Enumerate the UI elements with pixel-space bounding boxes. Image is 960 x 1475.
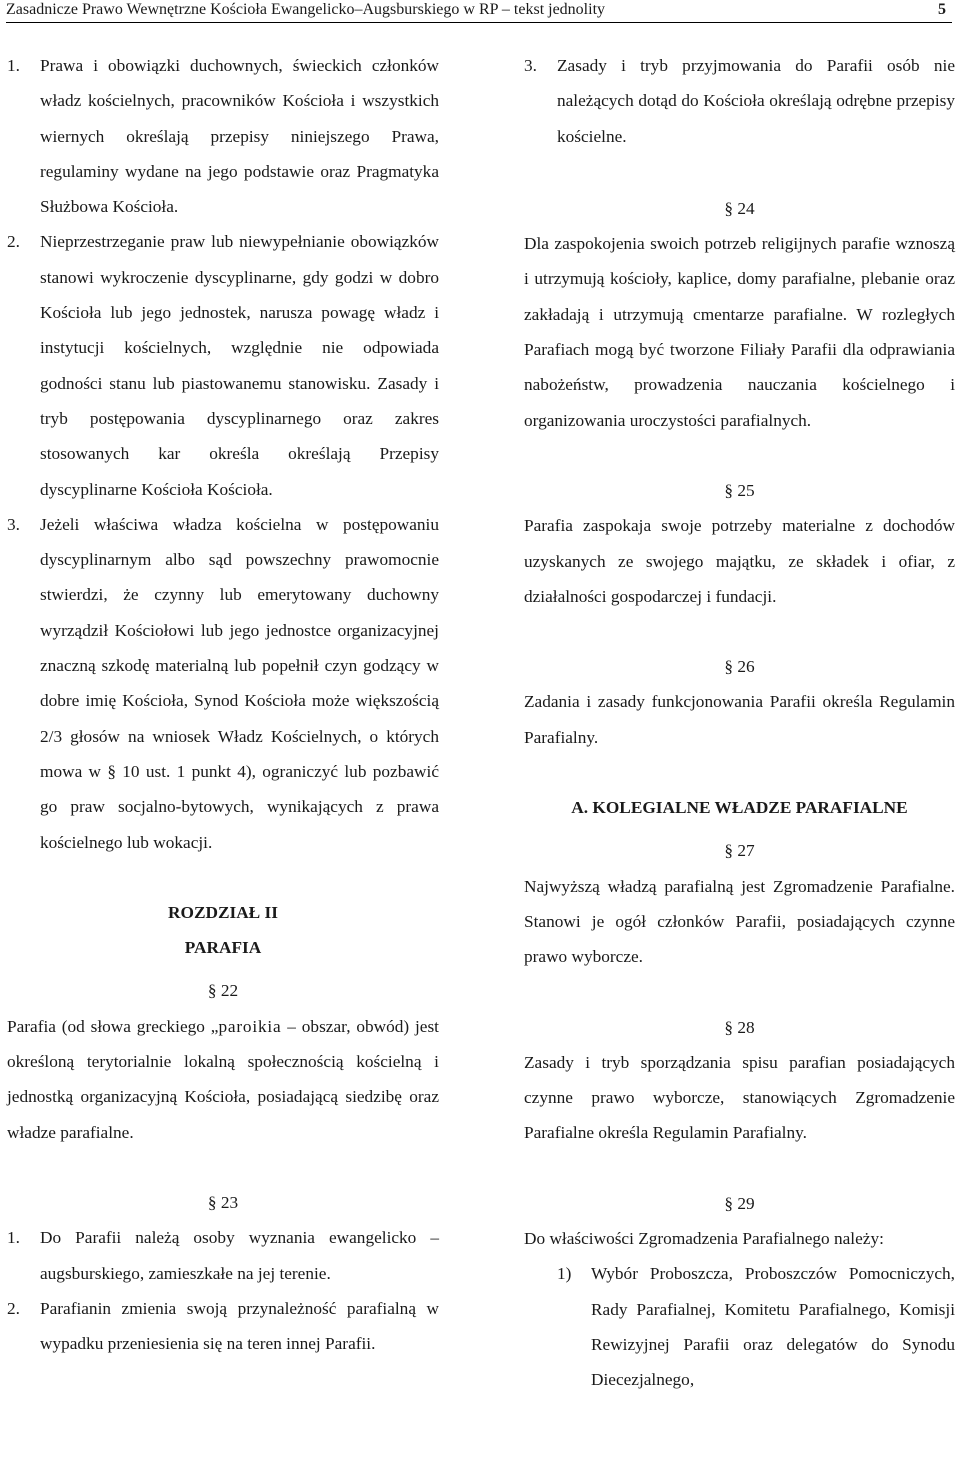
section-mark-29: § 29	[724, 1193, 755, 1213]
section-24-text: Dla zaspokojenia swoich potrzeb religijnych parafie wznoszą i utrzymują kościoły, kaplice, domy parafialne, plebanie oraz zakładają i utrzymują cmentarze parafialne. W rozległych Parafiach mogą być tworzone Filiały Parafii dla odprawiania nabożeństw, prowadzenia nauczania kościelnego i organizowania uroczystości parafialnych.	[524, 234, 955, 430]
left-column	[7, 48, 439, 1361]
item-text: Zasady i tryb przyjmowania do Parafii osób nie należących dotąd do Kościoła określają odrębne przepisy kościelne.	[557, 56, 955, 146]
list-item	[7, 507, 439, 860]
item-number: 1.	[7, 1228, 20, 1248]
right-column	[524, 48, 955, 1398]
section-22-text	[7, 1009, 439, 1150]
section-28-text: Zasady i tryb sporządzania spisu parafian posiadających czynne prawo wyborcze, stanowiących Zgromadzenie Parafialne określa Regulamin Parafialny.	[524, 1052, 955, 1143]
section-mark-23: § 23	[207, 1192, 239, 1212]
item-number: 3.	[7, 514, 20, 534]
section-mark-25: § 25	[724, 480, 755, 500]
item-number: 1)	[557, 1264, 572, 1284]
section-mark-24: § 24	[724, 198, 755, 218]
section-22-text-end: – obszar, obwód) jest określoną terytorialnie lokalną społecznością kościelną i jednostką organizacyjną Kościoła, posiadającą siedzibę oraz władze parafialne.	[7, 1016, 439, 1142]
item-text: Jeżeli właściwa władza kościelna w postępowaniu dyscyplinarnym albo sąd powszechny prawomocnie stwierdzi, że czynny lub emerytowany duchowny wyrządził Kościołowi lub jego jednostce organizacyjnej znaczną szkodę materialną lub popełnił czyn godzący w dobre imię Kościoła, Synod Kościoła może większością 2/3 głosów na wniosek Władz Kościelnych, o których mowa w § 10 ust. 1 punkt 4), ograniczyć lub pozbawić go praw socjalno-bytowych, wynikających z prawa kościelnego lub wokacji.	[40, 514, 439, 852]
list-item	[7, 48, 439, 224]
section-mark-27: § 27	[724, 841, 755, 861]
page-number: 5	[938, 1, 946, 18]
item-text: Prawa i obowiązki duchownych, świeckich członków władz kościelnych, pracowników Kościoła i wszystkich wiernych określają przepisy niniejszego Prawa, regulaminy wydane na jego podstawie oraz Pragmatyka Służbowa Kościoła.	[40, 56, 439, 217]
item-number: 1.	[7, 56, 20, 75]
section-a-heading: A. KOLEGIALNE WŁADZE PARAFIALNE	[571, 798, 908, 818]
list-item	[7, 1220, 439, 1291]
chapter-title: PARAFIA	[184, 938, 262, 958]
list-item	[524, 48, 955, 154]
header-title: Zasadnicze Prawo Wewnętrzne Kościoła Ewangelicko–Augsburskiego w RP – tekst jednolity	[6, 1, 606, 18]
section-27-text: Najwyższą władzą parafialną jest Zgromadzenie Parafialne. Stanowi je ogół członków Parafii, posiadających czynne prawo wyborcze.	[524, 876, 955, 967]
section-mark-22: § 22	[207, 981, 239, 1001]
section-mark-26: § 26	[724, 657, 755, 677]
section-26-text: Zadania i zasady funkcjonowania Parafii określa Regulamin Parafialny.	[524, 692, 955, 747]
item-text: Wybór Proboszcza, Proboszczów Pomocniczych, Rady Parafialnej, Komitetu Parafialnego, Komisji Rewizyjnej Parafii oraz delegatów do Synodu Diecezjalnego,	[591, 1264, 955, 1390]
section-22-text-start: Parafia (od słowa greckiego „	[7, 1016, 219, 1036]
item-number: 2.	[7, 1298, 20, 1318]
page-header	[6, 0, 952, 23]
list-item	[7, 1291, 439, 1362]
list-item	[7, 224, 439, 506]
item-text: Nieprzestrzeganie praw lub niewypełnianie obowiązków stanowi wykroczenie dyscyplinarne, gdy godzi w dobro Kościoła lub jego jednostek, narusza powagę władz i instytucji kościelnych, względnie nie odpowiada godności stanu lub piastowanemu stanowisku. Zasady i tryb postępowania dyscyplinarnego oraz zakres stosowanych kar określa określają Przepisy dyscyplinarne Kościoła Kościoła.	[40, 232, 439, 499]
list-item	[524, 1256, 955, 1397]
item-number: 3.	[524, 56, 537, 75]
section-mark-28: § 28	[724, 1017, 755, 1037]
section-29-text: Do właściwości Zgromadzenia Parafialnego należy:	[524, 1229, 884, 1249]
section-25-text: Parafia zaspokaja swoje potrzeby materialne z dochodów uzyskanych ze swojego majątku, ze składek i ofiar, z działalności gospodarczej i fundacji.	[524, 516, 955, 606]
chapter-heading: ROZDZIAŁ II	[168, 902, 278, 922]
item-number: 2.	[7, 232, 20, 252]
item-text: Do Parafii należą osoby wyznania ewangelicko – augsburskiego, zamieszkałe na jej terenie.	[40, 1228, 439, 1283]
item-text: Parafianin zmienia swoją przynależność parafialną w wypadku przeniesienia się na teren innej Parafii.	[40, 1298, 439, 1354]
greek-term: paroikia	[218, 1016, 282, 1036]
